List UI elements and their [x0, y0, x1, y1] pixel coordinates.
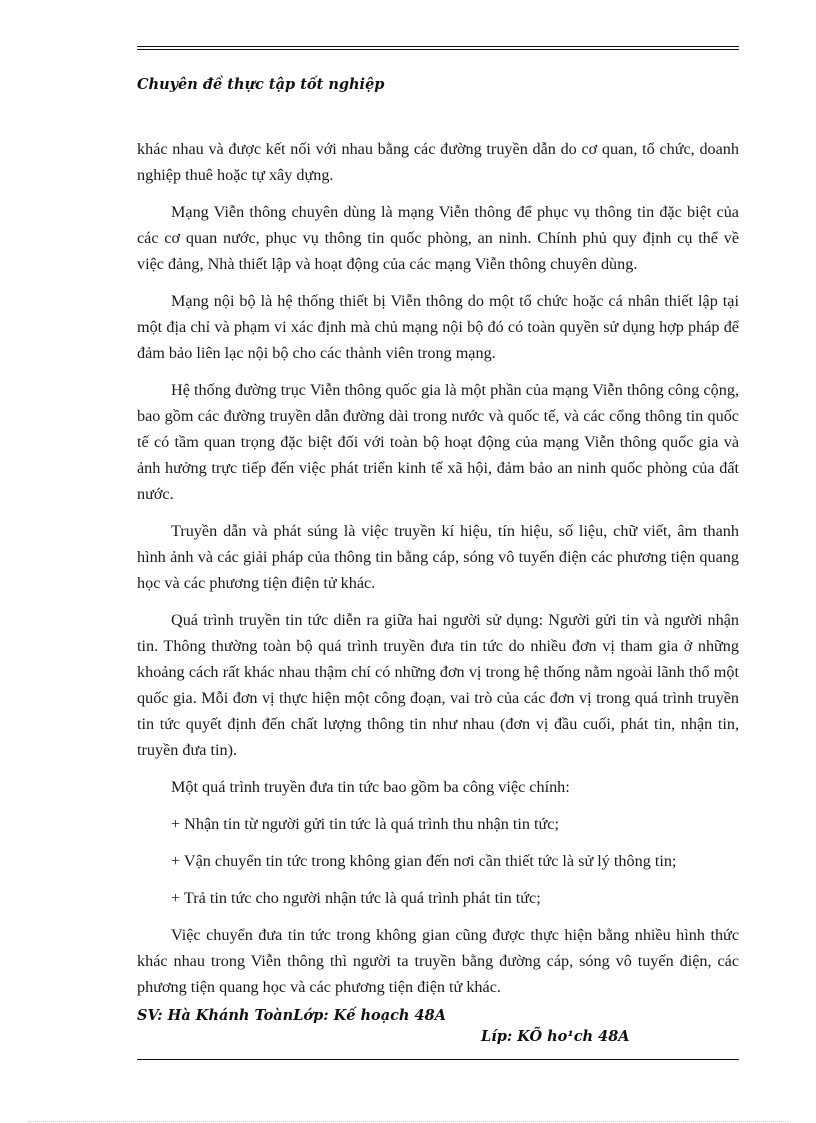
header-title: Chuyên đề thực tập tốt nghiệp — [137, 76, 385, 93]
header-double-rule — [137, 46, 739, 50]
paragraph-internal-network: Mạng nội bộ là hệ thống thiết bị Viễn thông do một tổ chức hoặc cá nhân thiết lập tại một địa chỉ và phạm vi xác định mà chủ mạng nội bộ đó có toàn quyền sử dụng hợp pháp để đảm bảo liên lạc nội bộ cho các thành viên trong mạng. — [137, 292, 739, 362]
footer-student-info: SV: Hà Khánh ToànLớp: Kế hoạch 48A — [137, 1007, 446, 1024]
list-item-transport: + Vận chuyển tin tức trong không gian đến nơi cần thiết tức là sử lý thông tin; — [171, 852, 677, 870]
paragraph-continuation: khác nhau và được kết nối với nhau bằng các đường truyền dẫn do cơ quan, tổ chức, doanh nghiệp thuê hoặc tự xây dựng. — [137, 140, 739, 184]
paragraph-transmission: Truyền dẫn và phát súng là việc truyền kí hiệu, tín hiệu, số liệu, chữ viết, âm thanh hình ảnh và các giải pháp của thông tin bằng cáp, sóng vô tuyến điện các phương tiện quang học và các phương tiện điện tử khác. — [137, 522, 739, 592]
footer-rule — [137, 1059, 739, 1060]
page-edge-dotted-line — [28, 1121, 788, 1122]
paragraph-process: Quá trình truyền tin tức diễn ra giữa hai người sử dụng: Người gửi tin và người nhận tin. Thông thường toàn bộ quá trình truyền đưa tin tức do nhiều đơn vị tham gia ở những khoảng cách rất khác nhau thậm chí có những đơn vị trong hệ thống nằm ngoài lãnh thổ một quốc gia. Mỗi đơn vị thực hiện một công đoạn, vai trò của các đơn vị trong quá trình truyền tin tức quyết định đến chất lượng thông tin như nhau (đơn vị đầu cuối, phát tin, nhận tin, truyền đưa tin). — [137, 611, 739, 759]
paragraph-private-network: Mạng Viễn thông chuyên dùng là mạng Viễn thông để phục vụ thông tin đặc biệt của các cơ quan nước, phục vụ thông tin quốc phòng, an ninh. Chính phủ quy định cụ thể về việc đảng, Nhà thiết lập và hoạt động của các mạng Viễn thông chuyên dùng. — [137, 203, 739, 273]
document-body — [137, 136, 739, 1011]
paragraph-backbone: Hệ thống đường trục Viễn thông quốc gia là một phần của mạng Viễn thông công cộng, bao gồm các đường truyền dẫn đường dài trong nước và quốc tế, và các cổng thông tin quốc tế có tầm quan trọng đặc biệt đối với toàn bộ hoạt động của mạng Viễn thông quốc gia và ảnh hưởng trực tiếp đến việc phát triển kinh tế xã hội, đảm bảo an ninh quốc phòng của đất nước. — [137, 381, 739, 503]
footer-class-info: Líp: KÕ ho¹ch 48A — [481, 1028, 630, 1045]
list-item-receive: + Nhận tin từ người gửi tin tức là quá trình thu nhận tin tức; — [171, 815, 559, 833]
paragraph-conclusion: Việc chuyển đưa tin tức trong không gian cũng được thực hiện bằng nhiều hình thức khác nhau trong Viễn thông thì người ta truyền bằng đường cáp, sóng vô tuyến điện, các phương tiện quang học và các phương tiện điện tử khác. — [137, 926, 739, 996]
paragraph-three-tasks: Một quá trình truyền đưa tin tức bao gồm ba công việc chính: — [171, 778, 570, 796]
list-item-deliver: + Trả tin tức cho người nhận tức là quá trình phát tin tức; — [171, 889, 541, 907]
